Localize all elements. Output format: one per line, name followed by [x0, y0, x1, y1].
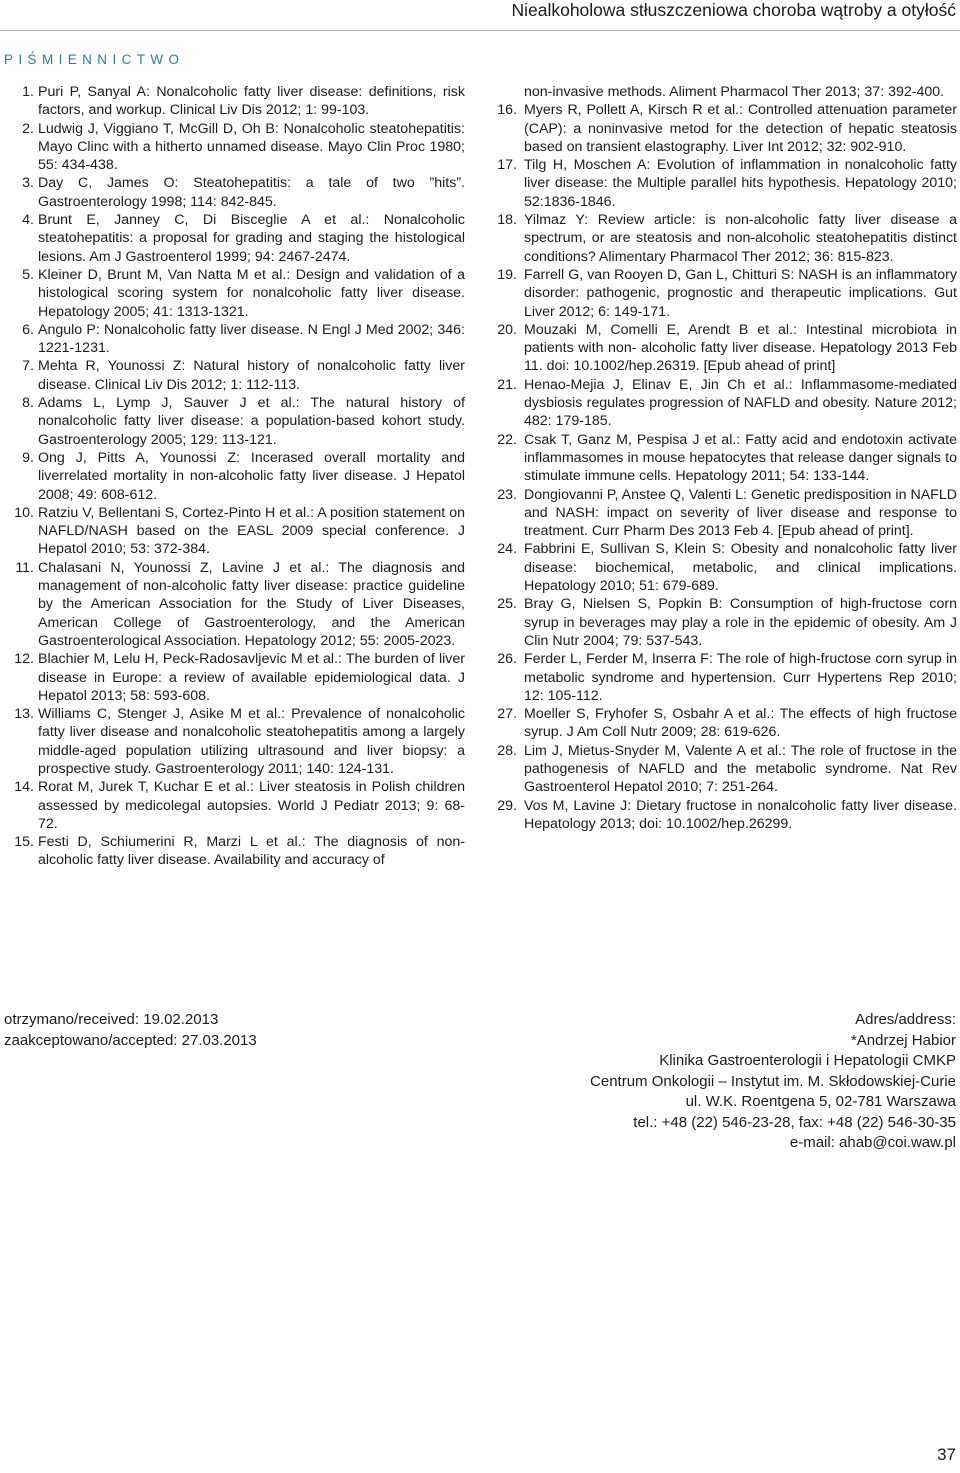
reference-item [22, 120, 465, 175]
reference-text: Dongiovanni P, Anstee Q, Valenti L: Genetic predisposition in NAFLD and NASH: impact on severity of liver disease and response to treatment. Curr Pharm Des 2013 Feb 4. [Epub ahead of print]. [524, 486, 957, 540]
reference-number: 2. [22, 120, 34, 137]
reference-text: Vos M, Lavine J: Dietary fructose in nonalcoholic fatty liver disease. Hepatology 2013; doi: 10.1002/hep.26299. [524, 797, 957, 832]
reference-number: 27. [497, 706, 517, 723]
reference-text: Lim J, Mietus-Snyder M, Valente A et al.: The role of fructose in the pathogenesis of NAFLD and the metabolic syndrome. Nat Rev Gastroenterol Hepatol 2010; 7: 251-264. [524, 742, 957, 796]
reference-text: Ferder L, Ferder M, Inserra F: The role of high-fructose corn syrup in metabolic syndrome and hypertension. Curr Hypertens Rep 2010; 12: 105-112. [524, 651, 957, 704]
reference-item [491, 797, 957, 834]
reference-text: Adams L, Lymp J, Sauver J et al.: The natural history of nonalcoholic fatty liver disease: a population-based kohort study. Gastroenterology 2005; 129: 113-121. [38, 395, 465, 448]
reference-number: 10. [14, 504, 34, 521]
reference-number: 25. [497, 596, 517, 613]
reference-text: Blachier M, Lelu H, Peck-Radosavljevic M et al.: The burden of liver disease in Europe: a review of available epidemiological data. J Hepatol 2013; 58: 593-608. [38, 651, 465, 704]
reference-item [491, 742, 957, 797]
reference-number: 13. [14, 706, 34, 723]
reference-item [22, 357, 465, 394]
reference-text: Ludwig J, Viggiano T, McGill D, Oh B: Nonalcoholic steatohepatitis: Mayo Clinc with a hitherto unnamed disease. Mayo Clin Proc 1980; 55: 434-438. [38, 120, 465, 174]
header-rule [0, 30, 960, 31]
reference-number: 1. [22, 84, 34, 100]
reference-item [22, 449, 465, 504]
reference-number: 24. [497, 541, 517, 558]
clinic-name: Klinika Gastroenterologii i Hepatologii CMKP [659, 1052, 956, 1069]
reference-item [491, 156, 957, 211]
reference-number: 9. [22, 449, 34, 466]
reference-item [491, 101, 957, 156]
references-left-column [14, 83, 465, 870]
reference-number: 12. [14, 651, 34, 668]
reference-item [22, 266, 465, 321]
reference-text: Fabbrini E, Sullivan S, Klein S: Obesity and nonalcoholic fatty liver disease: biochemical, metabolic, and clinical implications. Hepatology 2010; 51: 679-689. [524, 541, 957, 595]
received-block [4, 1010, 257, 1051]
street-address: ul. W.K. Roentgena 5, 02-781 Warszawa [685, 1093, 956, 1110]
reference-number: 4. [22, 212, 34, 229]
reference-number: 26. [497, 651, 517, 668]
running-title: Niealkoholowa stłuszczeniowa choroba wątroby a otyłość [511, 0, 956, 20]
reference-item [491, 321, 957, 376]
reference-item [15, 559, 465, 650]
reference-item [14, 504, 465, 559]
reference-item [14, 705, 465, 778]
section-title: PIŚMIENNICTWO [4, 52, 185, 67]
address-label: Adres/address: [855, 1011, 956, 1028]
reference-text: Moeller S, Fryhofer S, Osbahr A et al.: The effects of high fructose syrup. J Am Coll Nutr 2009; 28: 619-626. [524, 706, 957, 741]
reference-text: Ratziu V, Bellentani S, Cortez-Pinto H et al.: A position statement on NAFLD/NASH based on the EASL 2009 special conference. J Hepatol 2010; 53: 372-384. [38, 504, 465, 558]
reference-item [22, 211, 465, 266]
reference-number: 16. [497, 102, 517, 119]
reference-text: Myers R, Pollett A, Kirsch R et al.: Controlled attenuation parameter (CAP): a noninvasive metod for the detection of hepatic steatosis based on transient elastography. Liver Int 2012; 32: 902-910. [524, 102, 957, 155]
reference-text: Mouzaki M, Comelli E, Arendt B et al.: Intestinal microbiota in patients with non- alcoholic fatty liver disease. Hepatology 2013 Feb 11. doi: 10.1002/hep.26319. [Epub ahead of print] [524, 321, 957, 375]
reference-item [14, 650, 465, 705]
reference-text: Csak T, Ganz M, Pespisa J et al.: Fatty acid and endotoxin activate inflammasomes in mouse hepatocytes that release danger signals to stimulate immune cells. Hepatology 2011; 54: 133-144. [524, 431, 957, 485]
reference-continuation-text: non-invasive methods. Aliment Pharmacol Ther 2013; 37: 392-400. [524, 84, 945, 100]
accepted-date: zaakceptowano/accepted: 27.03.2013 [4, 1031, 257, 1049]
page-number: 37 [937, 1445, 956, 1464]
reference-text: Ong J, Pitts A, Younossi Z: Incerased overall mortality and liverrelated mortality in non-alcoholic fatty liver disease. J Hepatol 2008; 49: 608-612. [38, 449, 465, 503]
reference-text: Williams C, Stenger J, Asike M et al.: Prevalence of nonalcoholic fatty liver disease and nonalcoholic steatohepatitis among a largely middle-aged population utilizing ultrasound and liver biopsy: a prospective study. Gastroenterology 2011; 140: 124-131. [38, 706, 465, 777]
reference-item [14, 778, 465, 833]
reference-text: Henao-Mejia J, Elinav E, Jin Ch et al.: Inflammasome-mediated dysbiosis regulates progression of NAFLD and obesity. Nature 2012; 482: 179-185. [524, 376, 957, 430]
reference-text: Chalasani N, Younossi Z, Lavine J et al.: The diagnosis and management of non-alcoholic fatty liver disease: practice guideline by the American Association for the Study of Liver Diseases, American College of Gastroenterology, and the American Gastroenterological Association. Hepatology 2012; 55: 2005-2023. [38, 559, 465, 649]
reference-text: Bray G, Nielsen S, Popkin B: Consumption of high-fructose corn syrup in beverages may play a role in the epidemic of obesity. Am J Clin Nutr 2004; 79: 537-543. [524, 596, 957, 649]
reference-item [491, 266, 957, 321]
reference-number: 23. [497, 486, 517, 503]
reference-number: 18. [497, 212, 517, 229]
reference-text: Farrell G, van Rooyen D, Gan L, Chitturi S: NASH is an inflammatory disorder: pathogenic, prognostic and therapeutic implications. Gut Liver 2012; 6: 149-171. [524, 266, 957, 320]
reference-number: 29. [497, 797, 517, 814]
reference-text: Day C, James O: Steatohepatitis: a tale of two ”hits”. Gastroenterology 1998; 114: 842-845. [38, 175, 465, 210]
reference-item [22, 174, 465, 211]
reference-item [491, 650, 957, 705]
reference-text: Puri P, Sanyal A: Nonalcoholic fatty liver disease: definitions, risk factors, and workup. Clinical Liv Dis 2012; 1: 99-103. [38, 84, 465, 119]
reference-number: 14. [14, 779, 34, 796]
reference-text: Rorat M, Jurek T, Kuchar E et al.: Liver steatosis in Polish children assessed by medicolegal autopsies. World J Pediatr 2013; 9: 68-72. [38, 779, 465, 832]
author-name: *Andrzej Habior [850, 1031, 956, 1049]
center-name: Centrum Onkologii – Instytut im. M. Skłodowskiej-Curie [590, 1072, 956, 1090]
reference-item [491, 705, 957, 742]
reference-item [14, 833, 465, 870]
reference-number: 6. [22, 321, 34, 338]
reference-number: 22. [497, 431, 517, 448]
reference-number: 8. [22, 395, 34, 412]
address-block [590, 1010, 956, 1154]
reference-number: 20. [497, 321, 517, 338]
reference-item [22, 83, 465, 120]
reference-item [491, 431, 957, 486]
reference-number: 7. [22, 358, 34, 375]
reference-item [22, 394, 465, 449]
reference-item [491, 376, 957, 431]
email-address: e-mail: ahab@coi.waw.pl [789, 1134, 956, 1151]
reference-item [491, 486, 957, 541]
reference-item [491, 540, 957, 595]
references-right-column [491, 83, 957, 833]
reference-text: Angulo P: Nonalcoholic fatty liver disease. N Engl J Med 2002; 346: 1221-1231. [38, 321, 465, 357]
received-date: otrzymano/received: 19.02.2013 [4, 1011, 219, 1028]
reference-number: 28. [497, 742, 517, 759]
reference-number: 3. [22, 175, 34, 192]
reference-text: Tilg H, Moschen A: Evolution of inflammation in nonalcoholic fatty liver disease: the Multiple parallel hits hypothesis. Hepatology 2010; 52:1836-1846. [524, 157, 957, 210]
reference-number: 19. [497, 266, 517, 283]
reference-number: 17. [497, 157, 517, 174]
reference-item [491, 211, 957, 266]
reference-item [22, 321, 465, 358]
reference-text: Mehta R, Younossi Z: Natural history of nonalcoholic fatty liver disease. Clinical Liv Dis 2012; 1: 112-113. [38, 358, 465, 393]
reference-number: 11. [15, 559, 34, 576]
reference-text: Brunt E, Janney C, Di Bisceglie A et al.: Nonalcoholic steatohepatitis: a proposal for grading and staging the histological lesions. Am J Gastroenterol 1999; 94: 2467-2474. [38, 212, 465, 265]
reference-number: 5. [22, 266, 34, 283]
reference-text: Kleiner D, Brunt M, Van Natta M et al.: Design and validation of a histological scoring system for nonalcoholic fatty liver disease. Hepatology 2005; 41: 1313-1321. [38, 266, 465, 320]
reference-number: 21. [497, 376, 517, 393]
reference-number: 15. [14, 834, 34, 851]
reference-text: Festi D, Schiumerini R, Marzi L et al.: The diagnosis of non-alcoholic fatty liver disease. Availability and accuracy of [38, 834, 465, 869]
reference-continuation [491, 83, 957, 101]
phone-fax: tel.: +48 (22) 546-23-28, fax: +48 (22) 546-30-35 [633, 1113, 956, 1131]
reference-text: Yilmaz Y: Review article: is non-alcoholic fatty liver disease a spectrum, or are steatosis and non-alcoholic steatohepatitis distinct conditions? Alimentary Pharmacol Ther 2012; 36: 815-823. [524, 212, 957, 265]
reference-item [491, 595, 957, 650]
